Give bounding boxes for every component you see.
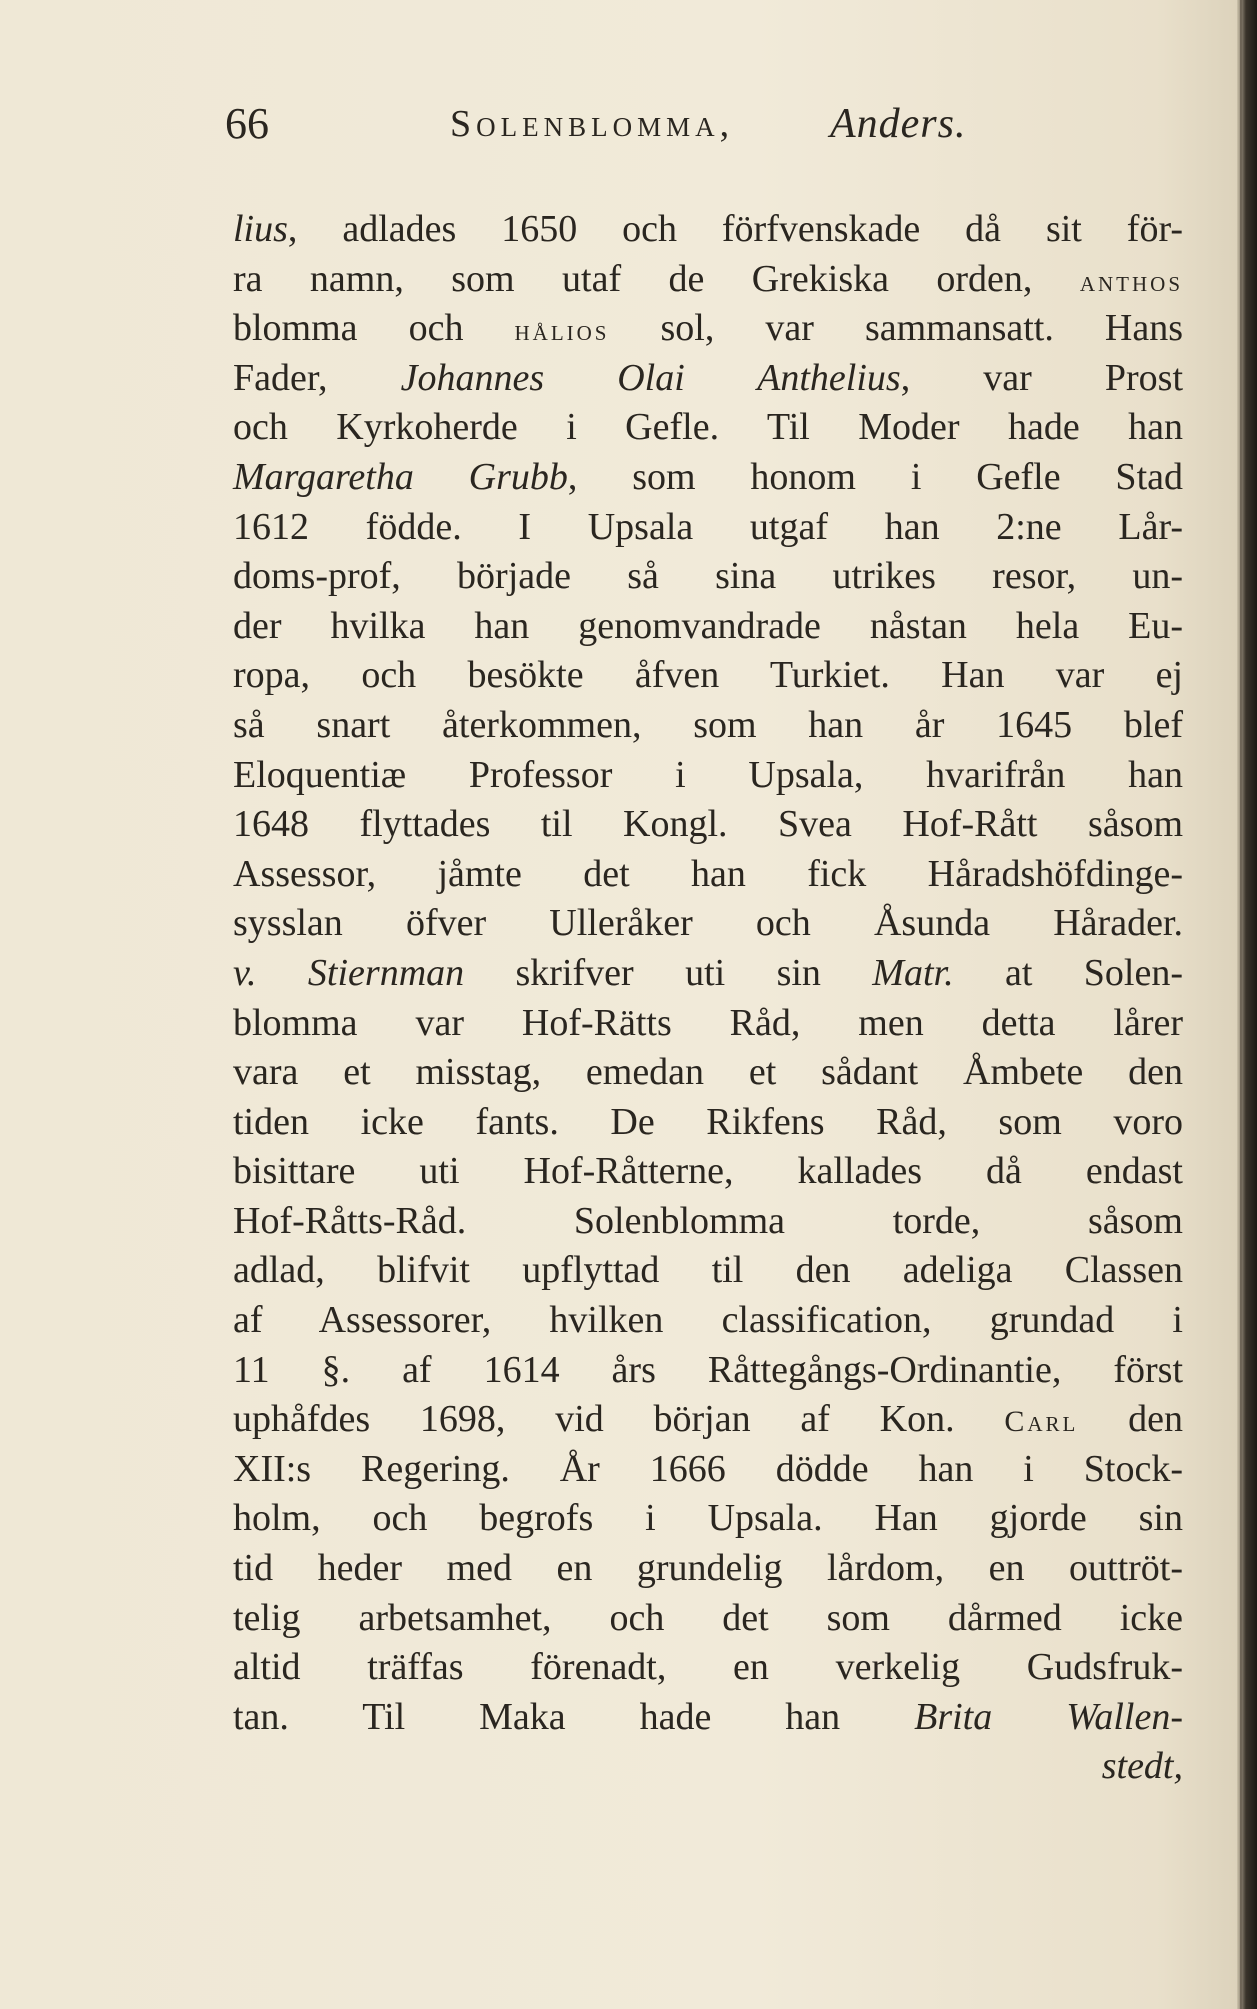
body-text bbox=[233, 205, 1183, 1792]
text-line bbox=[233, 651, 1183, 701]
text-line bbox=[233, 354, 1183, 404]
text-line bbox=[233, 1395, 1183, 1445]
text-line bbox=[233, 255, 1183, 305]
text-run: vara et misstag, emedan et sådant Åmbete den bbox=[233, 1051, 1183, 1094]
text-line bbox=[233, 1098, 1183, 1148]
text-run: tiden icke fants. De Rikfens Råd, som voro bbox=[233, 1100, 1183, 1143]
text-run: der hvilka han genomvandrade nåstan hela Eu- bbox=[233, 604, 1183, 647]
text-line bbox=[233, 1246, 1183, 1296]
smallcaps-run: anthos bbox=[1079, 264, 1183, 298]
text-run: altid träffas förenadt, en verkelig Gudsfruk- bbox=[233, 1646, 1183, 1689]
italic-run: v. Stiernman bbox=[233, 951, 465, 994]
page-edge-line bbox=[1240, 0, 1242, 2009]
text-line bbox=[233, 403, 1183, 453]
text-line bbox=[233, 751, 1183, 801]
text-line bbox=[233, 205, 1183, 255]
text-run: adlad, blifvit upflyttad til den adeliga Classen bbox=[233, 1249, 1183, 1292]
text-line bbox=[233, 949, 1183, 999]
text-line bbox=[233, 850, 1183, 900]
smallcaps-run: hålios bbox=[514, 314, 610, 348]
text-line bbox=[233, 1346, 1183, 1396]
text-line bbox=[233, 552, 1183, 602]
text-line bbox=[233, 453, 1183, 503]
text-run: af Assessorer, hvilken classification, grundad i bbox=[233, 1299, 1183, 1342]
text-run: telig arbetsamhet, och det som dårmed icke bbox=[233, 1596, 1183, 1639]
text-run: holm, och begrofs i Upsala. Han gjorde sin bbox=[233, 1497, 1183, 1540]
text-run: 1612 födde. I Upsala utgaf han 2:ne Lår- bbox=[233, 505, 1183, 548]
text-run: uphåfdes 1698, vid början af Kon. bbox=[233, 1398, 1005, 1441]
italic-run: Margaretha Grubb bbox=[233, 455, 568, 498]
text-run: , adlades 1650 och förfvenskade då sit för- bbox=[287, 208, 1183, 250]
text-run: och Kyrkoherde i Gefle. Til Moder hade han bbox=[233, 406, 1183, 449]
text-line bbox=[233, 1594, 1183, 1644]
text-run: ra namn, som utaf de Grekiska orden, bbox=[233, 257, 1080, 300]
text-line bbox=[233, 1197, 1183, 1247]
text-run: sol, var sammansatt. Hans bbox=[609, 307, 1183, 350]
text-run: den bbox=[1078, 1398, 1183, 1441]
text-line bbox=[233, 1296, 1183, 1346]
text-run: tan. Til Maka hade han bbox=[233, 1695, 915, 1738]
text-run: Assessor, jåmte det han fick Håradshöfdinge- bbox=[233, 852, 1183, 895]
catchword-line bbox=[233, 1742, 1183, 1792]
text-line bbox=[233, 1147, 1183, 1197]
text-run: Hof-Råtts-Råd. Solenblomma torde, såsom bbox=[233, 1199, 1183, 1242]
italic-run: lius bbox=[233, 208, 288, 250]
text-run: skrifver uti sin bbox=[464, 951, 873, 994]
smallcaps-run: Carl bbox=[1004, 1405, 1079, 1439]
text-run: at Solen- bbox=[953, 951, 1183, 994]
text-run: , var Prost bbox=[900, 356, 1184, 399]
running-title: Solenblomma, bbox=[450, 103, 735, 145]
text-run: , som honom i Gefle Stad bbox=[567, 455, 1183, 498]
text-run: bisittare uti Hof-Råtterne, kallades då endast bbox=[233, 1150, 1183, 1193]
text-line bbox=[233, 1048, 1183, 1098]
text-line bbox=[233, 602, 1183, 652]
text-run: sysslan öfver Ulleråker och Åsunda Hårader. bbox=[233, 902, 1183, 945]
text-line bbox=[233, 1445, 1183, 1495]
italic-run: Matr. bbox=[872, 951, 954, 994]
text-line bbox=[233, 503, 1183, 553]
text-run: blomma var Hof-Rätts Råd, men detta lårer bbox=[233, 1001, 1183, 1044]
text-line bbox=[233, 701, 1183, 751]
text-run: Fader, bbox=[233, 356, 401, 399]
page-number: 66 bbox=[225, 99, 269, 148]
text-line bbox=[233, 1494, 1183, 1544]
text-run: tid heder med en grundelig lårdom, en outtröt- bbox=[233, 1547, 1183, 1590]
text-line bbox=[233, 999, 1183, 1049]
text-line bbox=[233, 304, 1183, 354]
text-run: blomma och bbox=[233, 307, 515, 350]
text-run: ropa, och besökte åfven Turkiet. Han var ej bbox=[233, 654, 1183, 697]
text-run: 11 §. af 1614 års Råttegångs-Ordinantie, först bbox=[233, 1348, 1183, 1391]
italic-run: stedt, bbox=[1101, 1745, 1183, 1788]
text-line bbox=[233, 1544, 1183, 1594]
text-run: 1648 flyttades til Kongl. Svea Hof-Rått såsom bbox=[233, 803, 1183, 846]
italic-run: Brita Wallen- bbox=[914, 1695, 1183, 1738]
text-line bbox=[233, 1693, 1183, 1743]
text-run: doms-prof, började så sina utrikes resor, un- bbox=[233, 555, 1183, 598]
italic-run: Johannes Olai Anthelius bbox=[400, 356, 901, 399]
text-run: Eloquentiæ Professor i Upsala, hvarifrån han bbox=[233, 753, 1183, 796]
text-run: XII:s Regering. År 1666 dödde han i Stock- bbox=[233, 1447, 1183, 1490]
text-line bbox=[233, 899, 1183, 949]
text-line bbox=[233, 800, 1183, 850]
running-name: Anders. bbox=[830, 101, 967, 147]
text-run: så snart återkommen, som han år 1645 blef bbox=[233, 703, 1183, 746]
text-line bbox=[233, 1643, 1183, 1693]
running-header bbox=[225, 98, 1145, 158]
